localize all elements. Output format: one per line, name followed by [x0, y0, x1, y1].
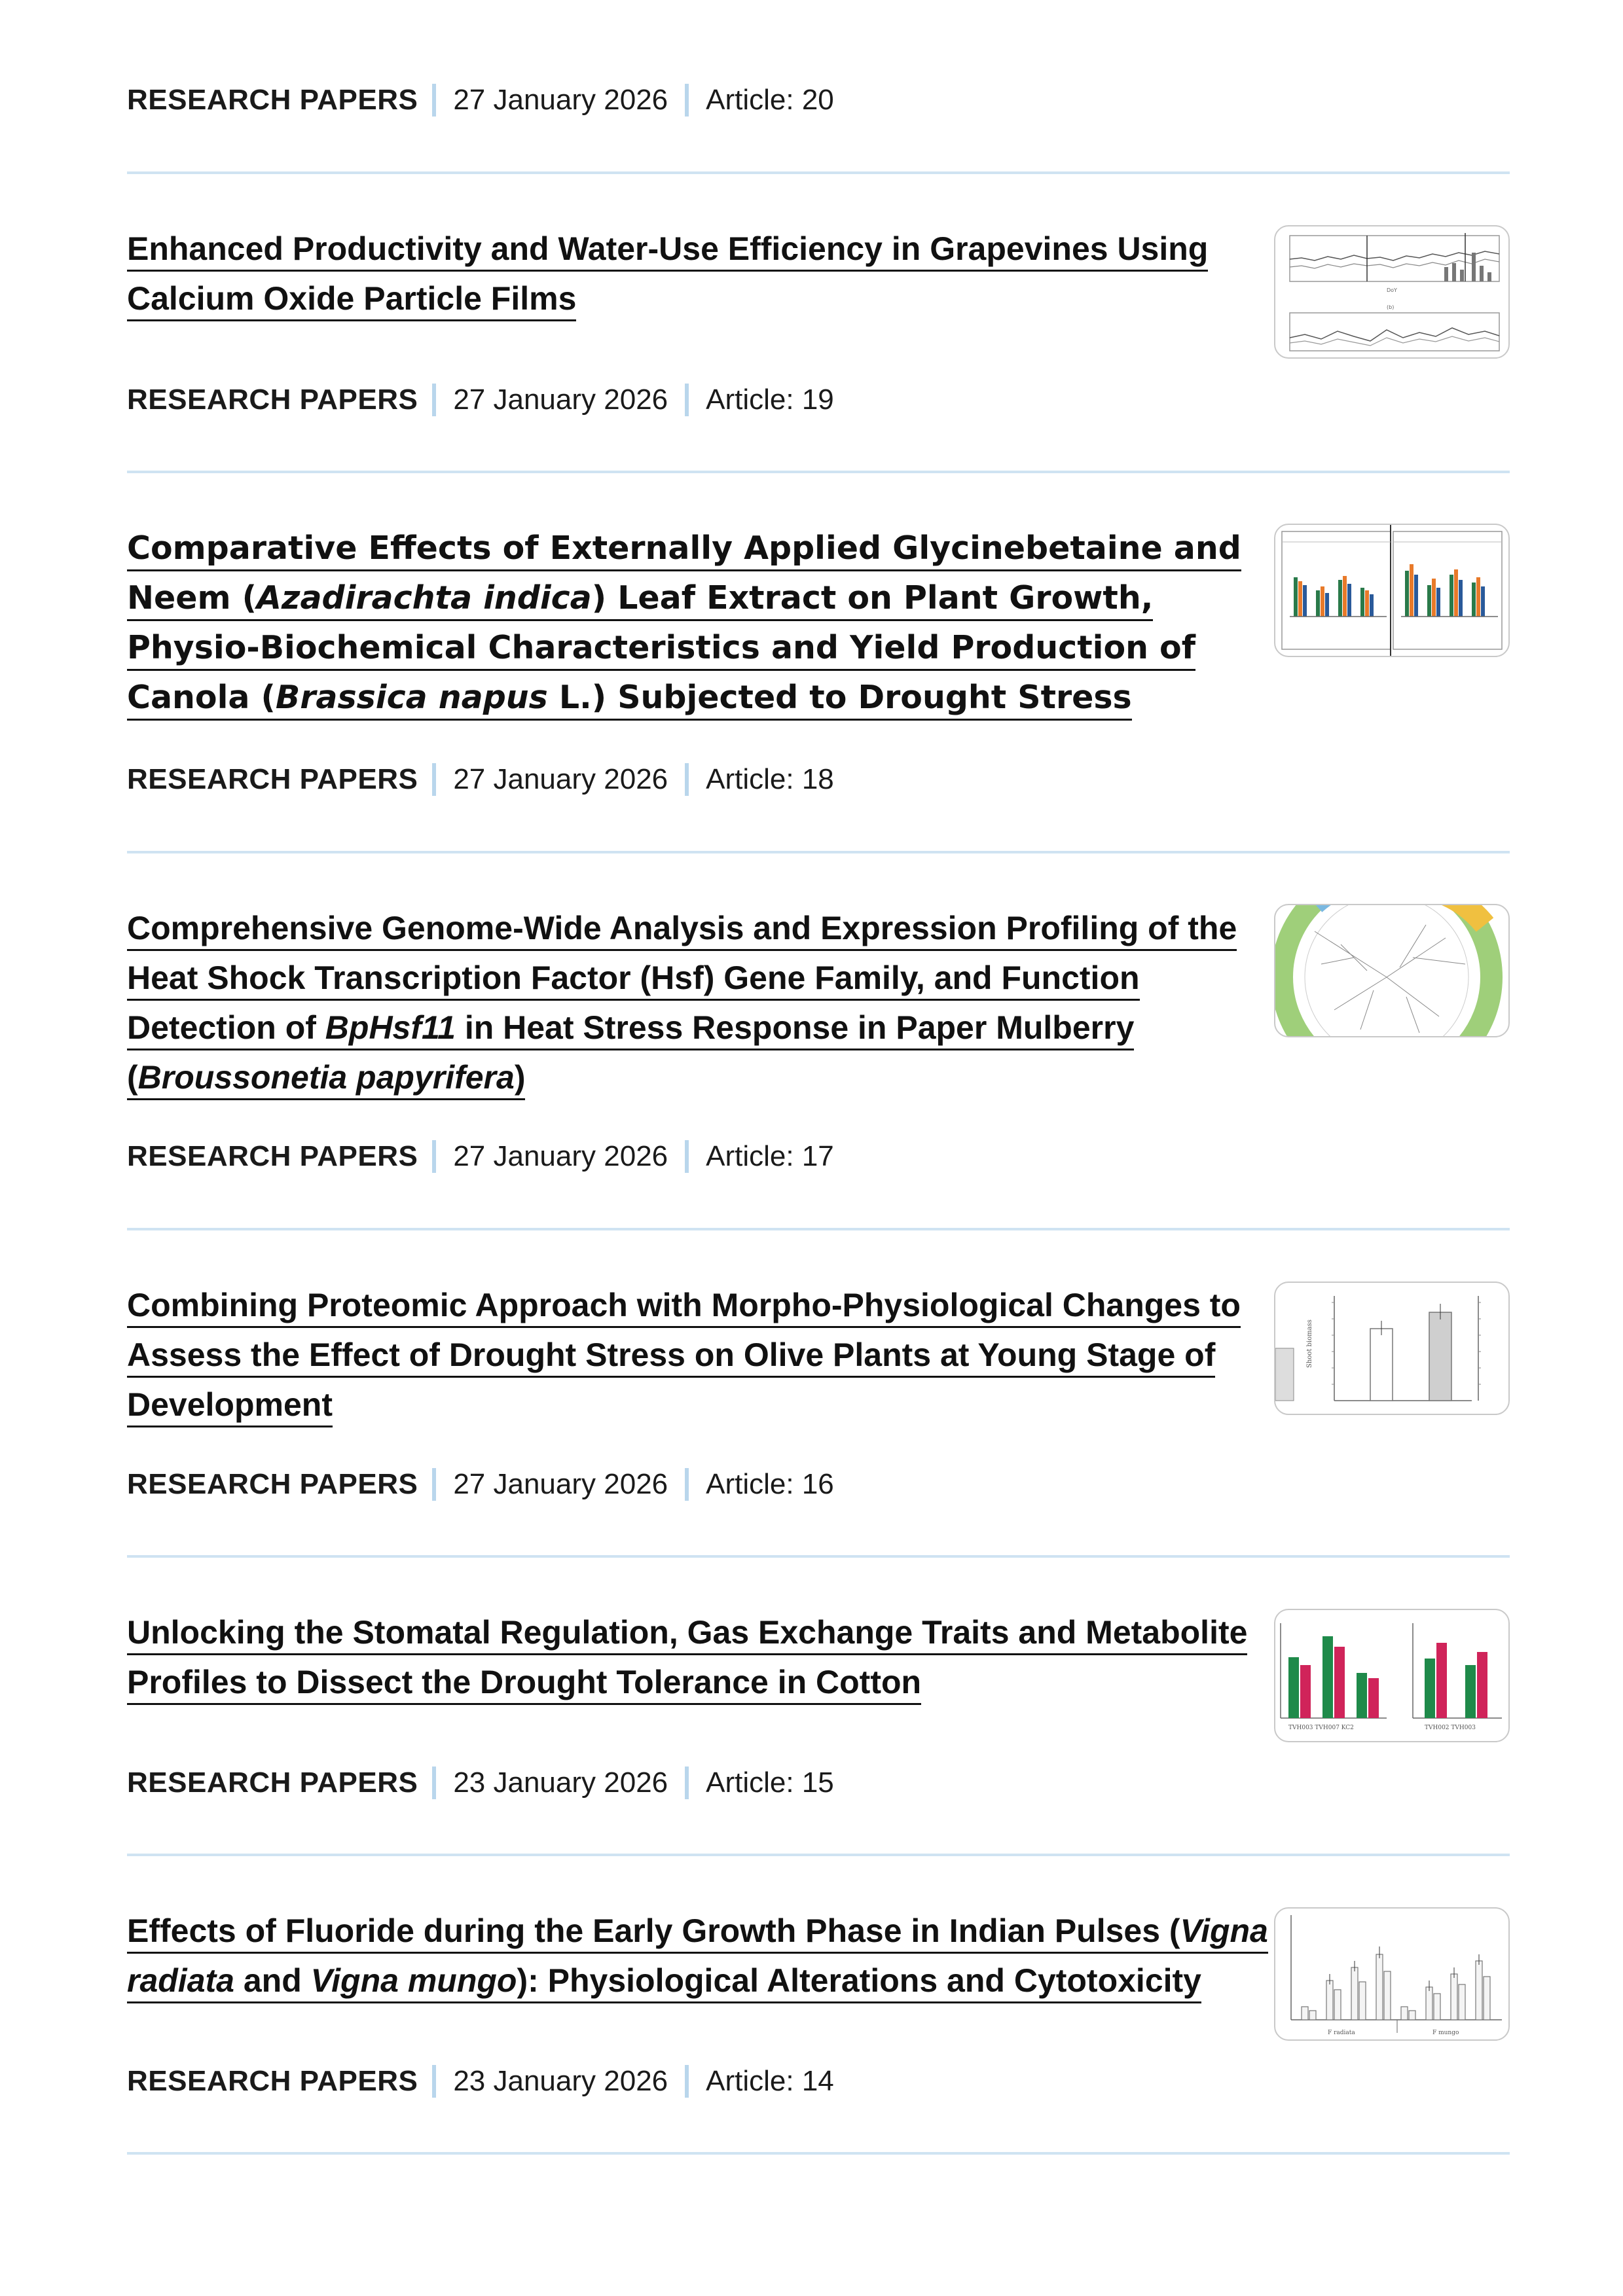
category-label[interactable]: RESEARCH PAPERS [127, 384, 418, 416]
article-number: Article: 19 [706, 384, 834, 416]
article-meta [127, 2062, 834, 2101]
article-number: Article: 15 [706, 1767, 834, 1799]
separator [432, 384, 436, 416]
publish-date: 27 January 2026 [453, 1140, 668, 1172]
category-label[interactable]: RESEARCH PAPERS [127, 1140, 418, 1172]
title-line[interactable]: Canola (Brassica napus L.) Subjected to Drought Stress [127, 679, 1132, 721]
title-line[interactable]: Comparative Effects of Externally Applied Glycinebetaine and [127, 529, 1241, 571]
svg-text:TVH003 TVH007 KC2: TVH003 TVH007 KC2 [1288, 1725, 1354, 1731]
svg-text:(b): (b) [1387, 304, 1395, 310]
divider [127, 1555, 1510, 1558]
title-line[interactable]: Detection of BpHsf11 in Heat Stress Response in Paper Mulberry [127, 1009, 1134, 1050]
divider [127, 471, 1510, 473]
title-line[interactable]: Combining Proteomic Approach with Morpho-Physiological Changes to [127, 1287, 1241, 1328]
article-title[interactable] [127, 524, 1286, 723]
title-line[interactable]: Physio-Biochemical Characteristics and Yield Production of [127, 629, 1195, 671]
category-label[interactable]: RESEARCH PAPERS [127, 1767, 418, 1799]
title-line[interactable]: Development [127, 1386, 333, 1427]
article-title[interactable] [127, 1906, 1305, 2005]
publish-date: 23 January 2026 [453, 1767, 668, 1799]
article-number: Article: 18 [706, 763, 834, 795]
title-line[interactable]: Heat Shock Transcription Factor (Hsf) Gene Family, and Function [127, 960, 1140, 1001]
divider [127, 851, 1510, 853]
divider [127, 2152, 1510, 2155]
separator [685, 763, 689, 796]
separator [685, 1468, 689, 1501]
publish-date: 27 January 2026 [453, 84, 668, 116]
separator [685, 1140, 689, 1173]
category-label[interactable]: RESEARCH PAPERS [127, 2065, 418, 2097]
colored-bar-chart-thumbnail [1275, 1610, 1508, 1741]
divider [127, 171, 1510, 174]
article-title[interactable] [127, 1280, 1286, 1429]
article-title[interactable] [127, 224, 1286, 323]
article-number: Article: 20 [706, 84, 834, 116]
article-thumbnail[interactable] [1274, 1282, 1510, 1415]
article-number: Article: 14 [706, 2065, 834, 2097]
title-line[interactable]: Enhanced Productivity and Water-Use Efficiency in Grapevines Using [127, 230, 1208, 272]
article-thumbnail[interactable] [1274, 1609, 1510, 1742]
article-meta [127, 1137, 834, 1176]
category-label[interactable]: RESEARCH PAPERS [127, 763, 418, 795]
article-thumbnail[interactable] [1274, 1907, 1510, 2041]
publish-date: 27 January 2026 [453, 1468, 668, 1500]
title-line[interactable]: Effects of Fluoride during the Early Growth Phase in Indian Pulses (Vigna [127, 1912, 1268, 1954]
separator [685, 84, 689, 117]
category-label[interactable]: RESEARCH PAPERS [127, 1468, 418, 1500]
separator [432, 1468, 436, 1501]
error-bar-chart-thumbnail [1275, 1909, 1508, 2039]
svg-text:Shoot biomass: Shoot biomass [1306, 1319, 1313, 1368]
bar-chart-thumbnail [1275, 1283, 1508, 1414]
article-thumbnail[interactable] [1274, 524, 1510, 657]
svg-text:F mungo: F mungo [1432, 2030, 1459, 2036]
title-line[interactable]: Comprehensive Genome-Wide Analysis and Expression Profiling of the [127, 910, 1237, 951]
article-thumbnail[interactable] [1274, 225, 1510, 359]
svg-text:TVH002 TVH003: TVH002 TVH003 [1425, 1725, 1476, 1731]
separator [432, 84, 436, 117]
title-line[interactable]: radiata and Vigna mungo): Physiological Alterations and Cytotoxicity [127, 1962, 1201, 2003]
article-number: Article: 16 [706, 1468, 834, 1500]
article-title[interactable] [127, 1607, 1286, 1707]
article-number: Article: 17 [706, 1140, 834, 1172]
separator [432, 1767, 436, 1799]
divider [127, 1854, 1510, 1856]
article-meta [127, 380, 834, 420]
svg-text:DoY: DoY [1387, 287, 1397, 293]
separator [432, 1140, 436, 1173]
title-line[interactable]: Calcium Oxide Particle Films [127, 280, 576, 321]
article-meta [127, 760, 834, 799]
title-line[interactable]: (Broussonetia papyrifera) [127, 1059, 525, 1100]
separator [685, 384, 689, 416]
title-line[interactable]: Unlocking the Stomatal Regulation, Gas Exchange Traits and Metabolite [127, 1614, 1247, 1655]
separator [432, 763, 436, 796]
publish-date: 27 January 2026 [453, 763, 668, 795]
article-title[interactable] [127, 903, 1286, 1102]
article-meta [127, 81, 834, 120]
grouped-bar-chart-thumbnail [1275, 525, 1508, 656]
title-line[interactable]: Neem (Azadirachta indica) Leaf Extract on Plant Growth, [127, 579, 1153, 621]
separator [432, 2065, 436, 2098]
svg-text:F radiata: F radiata [1328, 2030, 1355, 2036]
divider [127, 1228, 1510, 1230]
category-label[interactable]: RESEARCH PAPERS [127, 84, 418, 116]
article-thumbnail[interactable] [1274, 904, 1510, 1037]
line-chart-thumbnail [1275, 226, 1508, 357]
publish-date: 23 January 2026 [453, 2065, 668, 2097]
article-meta [127, 1763, 834, 1803]
title-line[interactable]: Assess the Effect of Drought Stress on Olive Plants at Young Stage of [127, 1336, 1215, 1378]
separator [685, 1767, 689, 1799]
publish-date: 27 January 2026 [453, 384, 668, 416]
phylogenetic-tree-thumbnail [1275, 905, 1508, 1036]
title-line[interactable]: Profiles to Dissect the Drought Tolerance in Cotton [127, 1664, 921, 1705]
separator [685, 2065, 689, 2098]
article-meta [127, 1465, 834, 1504]
